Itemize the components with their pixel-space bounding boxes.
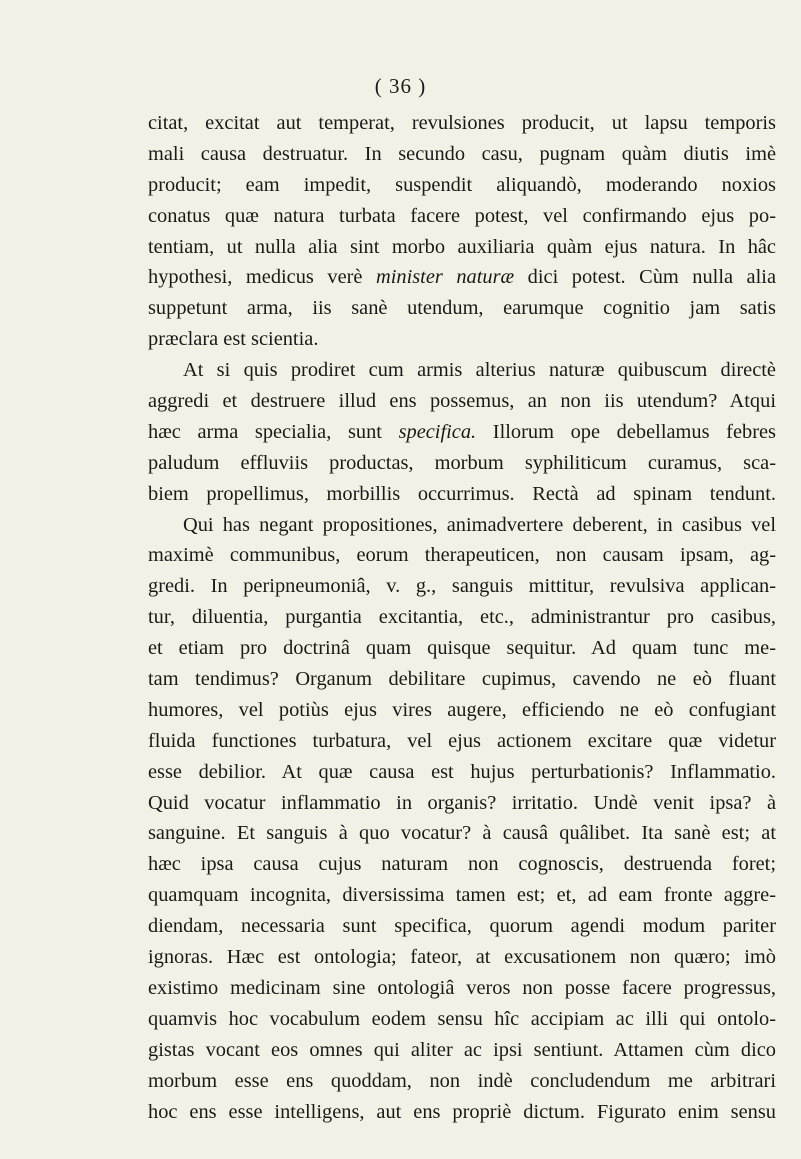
text-line: gistas vocant eos omnes qui aliter ac ipsi sentiunt. Attamen cùm dico: [148, 1038, 776, 1061]
text-line: tentiam, ut nulla alia sint morbo auxiliaria quàm ejus natura. In hâc: [148, 235, 776, 258]
text-line: hypothesi, medicus verè minister naturæ dici potest. Cùm nulla alia: [148, 266, 776, 289]
text-line: maximè communibus, eorum therapeuticen, non causam ipsam, ag-: [148, 544, 776, 567]
text-line: aggredi et destruere illud ens possemus, an non iis utendum? Atqui: [148, 390, 776, 413]
text-line: humores, vel potiùs ejus vires augere, efficiendo ne eò confugiant: [148, 698, 776, 721]
text-line: producit; eam impedit, suspendit aliquandò, moderando noxios: [148, 173, 776, 196]
text-line: existimo medicinam sine ontologiâ veros non posse facere progressus,: [148, 976, 776, 999]
text-line: hæc arma specialia, sunt specifica. Illorum ope debellamus febres: [148, 420, 776, 443]
text-line: suppetunt arma, iis sanè utendum, earumque cognitio jam satis: [148, 297, 776, 320]
text-line: præclara est scientia.: [148, 328, 319, 351]
text-line: quamvis hoc vocabulum eodem sensu hîc accipiam ac illi qui ontolo-: [148, 1007, 776, 1030]
text-line: paludum effluviis productas, morbum syphiliticum curamus, sca-: [148, 451, 776, 474]
body-text: [148, 108, 776, 1127]
text-line: tur, diluentia, purgantia excitantia, etc., administrantur pro casibus,: [148, 606, 776, 629]
text-line: et etiam pro doctrinâ quam quisque sequitur. Ad quam tunc me-: [148, 637, 776, 660]
text-line: tam tendimus? Organum debilitare cupimus, cavendo ne eò fluant: [148, 668, 776, 691]
text-line: ignoras. Hæc est ontologia; fateor, at excusationem non quæro; imò: [148, 946, 776, 969]
text-line: biem propellimus, morbillis occurrimus. Rectà ad spinam tendunt.: [148, 482, 776, 505]
text-line: Quid vocatur inflammatio in organis? irritatio. Undè venit ipsa? à: [148, 791, 776, 814]
text-line: gredi. In peripneumoniâ, v. g., sanguis mittitur, revulsiva applican-: [148, 575, 776, 598]
italic-term: specifica.: [398, 420, 477, 443]
page-number: ( 36 ): [374, 74, 427, 98]
text-line: esse debilior. At quæ causa est hujus perturbationis? Inflammatio.: [148, 760, 776, 783]
text-line: At si quis prodiret cum armis alterius naturæ quibuscum directè: [183, 359, 776, 382]
text-line: conatus quæ natura turbata facere potest, vel confirmando ejus po-: [148, 204, 776, 227]
text-line: Qui has negant propositiones, animadvertere deberent, in casibus vel: [183, 513, 776, 536]
text-line: sanguine. Et sanguis à quo vocatur? à causâ quâlibet. Ita sanè est; at: [148, 822, 776, 845]
text-line: fluida functiones turbatura, vel ejus actionem excitare quæ videtur: [148, 729, 776, 752]
text-line: morbum esse ens quoddam, non indè concludendum me arbitrari: [148, 1069, 776, 1092]
text-line: quamquam incognita, diversissima tamen est; et, ad eam fronte aggre-: [148, 884, 776, 907]
text-line: mali causa destruatur. In secundo casu, pugnam quàm diutis imè: [148, 142, 776, 165]
text-line: citat, excitat aut temperat, revulsiones producit, ut lapsu temporis: [148, 112, 776, 134]
text-line: hæc ipsa causa cujus naturam non cognoscis, destruenda foret;: [148, 853, 776, 876]
italic-term: minister naturæ: [376, 266, 515, 289]
text-line: hoc ens esse intelligens, aut ens propriè dictum. Figurato enim sensu: [148, 1100, 776, 1123]
text-line: diendam, necessaria sunt specifica, quorum agendi modum pariter: [148, 915, 776, 938]
